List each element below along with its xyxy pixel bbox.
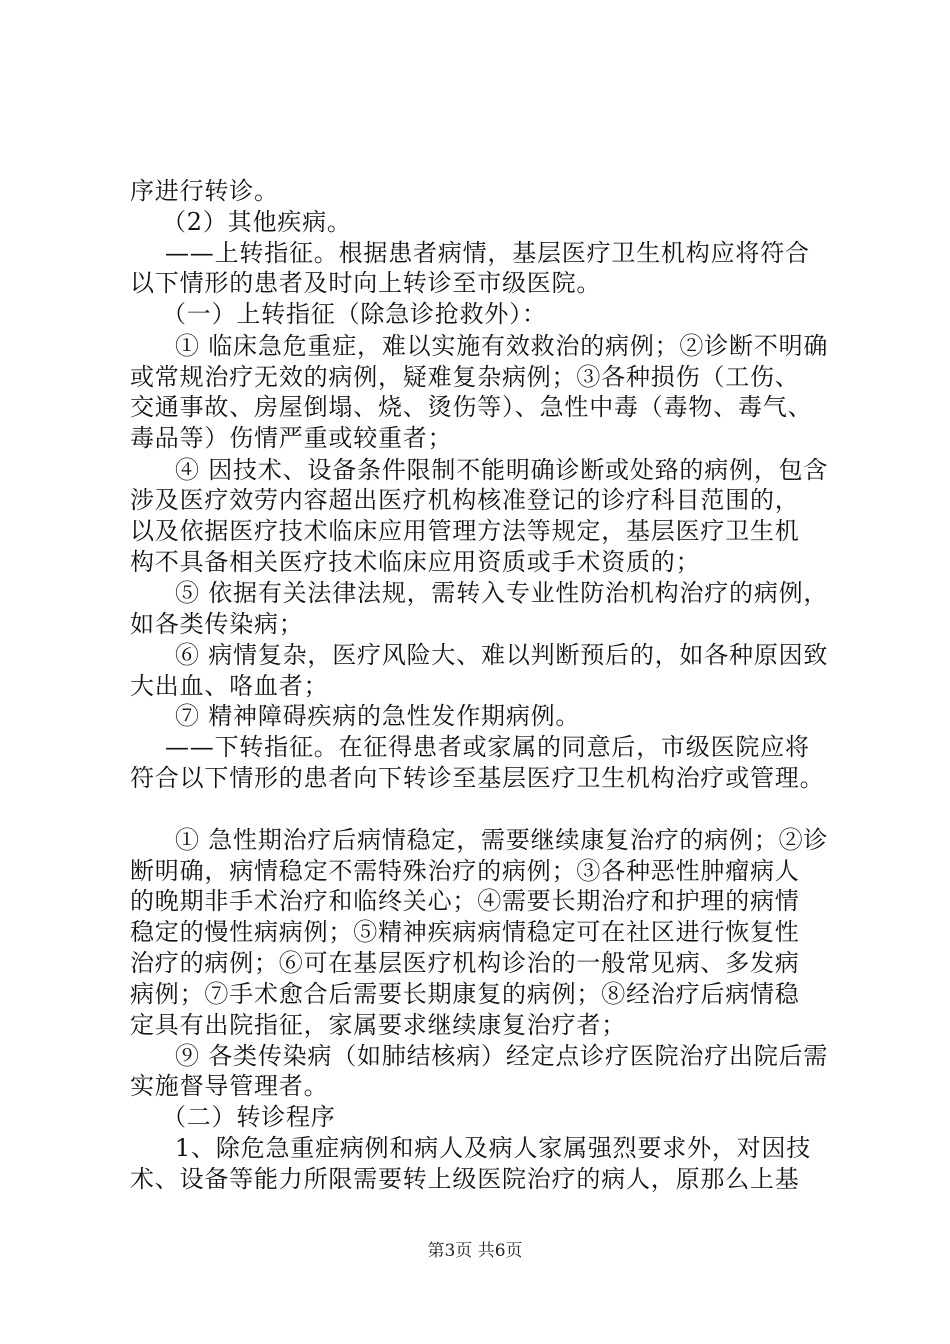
text-line: 稳定的慢性病病例；⑤精神疾病病情稳定可在社区进行恢复性 [130, 918, 800, 946]
text-line: 病例；⑦手术愈合后需要长期康复的病例；⑧经治疗后病情稳 [130, 980, 800, 1008]
text-line: 以下情形的患者及时向上转诊至市级医院。 [130, 269, 602, 297]
text-line: ⑦ 精神障碍疾病的急性发作期病例。 [175, 702, 581, 730]
text-line: ④ 因技术、设备条件限制不能明确诊断或处臵的病例，包含 [175, 456, 829, 484]
text-line: 交通事故、房屋倒塌、烧、烫伤等）、急性中毒（毒物、毒气、 [130, 393, 813, 421]
text-line: ⑥ 病情复杂，医疗风险大、难以判断预后的，如各种原因致 [175, 641, 829, 669]
text-line: 序进行转诊。 [130, 177, 279, 205]
text-line: 毒品等）伤情严重或较重者； [130, 424, 453, 452]
text-line: ⑨ 各类传染病（如肺结核病）经定点诊疗医院治疗出院后需 [175, 1042, 829, 1070]
text-line: 如各类传染病； [130, 610, 304, 638]
text-line: 1、除危急重症病例和病人及病人家属强烈要求外，对因技 [175, 1134, 812, 1162]
text-line: （一）上转指征（除急诊抢救外）： [162, 300, 547, 328]
text-line: 涉及医疗效劳内容超出医疗机构核准登记的诊疗科目范围的， [130, 486, 800, 514]
page-number-footer: 第3页 共6页 [427, 1241, 523, 1261]
text-line: 断明确，病情稳定不需特殊治疗的病例；③各种恶性肿瘤病人 [130, 857, 800, 885]
text-line: ——上转指征。根据患者病情，基层医疗卫生机构应将符合 [165, 239, 810, 267]
text-line: 或常规治疗无效的病例，疑难复杂病例；③各种损伤（工伤、 [130, 363, 800, 391]
text-line: ① 急性期治疗后病情稳定，需要继续康复治疗的病例；②诊 [175, 826, 829, 854]
text-line: ⑤ 依据有关法律法规，需转入专业性防治机构治疗的病例， [175, 579, 829, 607]
text-line: 以及依据医疗技术临床应用管理方法等规定，基层医疗卫生机 [130, 517, 800, 545]
text-line: ① 临床急危重症，难以实施有效救治的病例；②诊断不明确 [175, 332, 829, 360]
text-line: 的晚期非手术治疗和临终关心；④需要长期治疗和护理的病情 [130, 887, 800, 915]
text-line: 大出血、咯血者； [130, 672, 329, 700]
text-line: 实施督导管理者。 [130, 1072, 329, 1100]
text-line: （2）其他疾病。 [162, 208, 352, 236]
text-line: 术、设备等能力所限需要转上级医院治疗的病人，原那么上基 [130, 1165, 800, 1193]
text-line: ——下转指征。在征得患者或家属的同意后，市级医院应将 [165, 733, 810, 761]
text-line: 构不具备相关医疗技术临床应用资质或手术资质的； [130, 548, 701, 576]
text-line: 治疗的病例；⑥可在基层医疗机构诊治的一般常见病、多发病 [130, 949, 800, 977]
text-line: 符合以下情形的患者向下转诊至基层医疗卫生机构治疗或管理。 [130, 764, 825, 792]
text-line: 定具有出院指征，家属要求继续康复治疗者； [130, 1011, 626, 1039]
text-line: （二）转诊程序 [162, 1103, 336, 1131]
